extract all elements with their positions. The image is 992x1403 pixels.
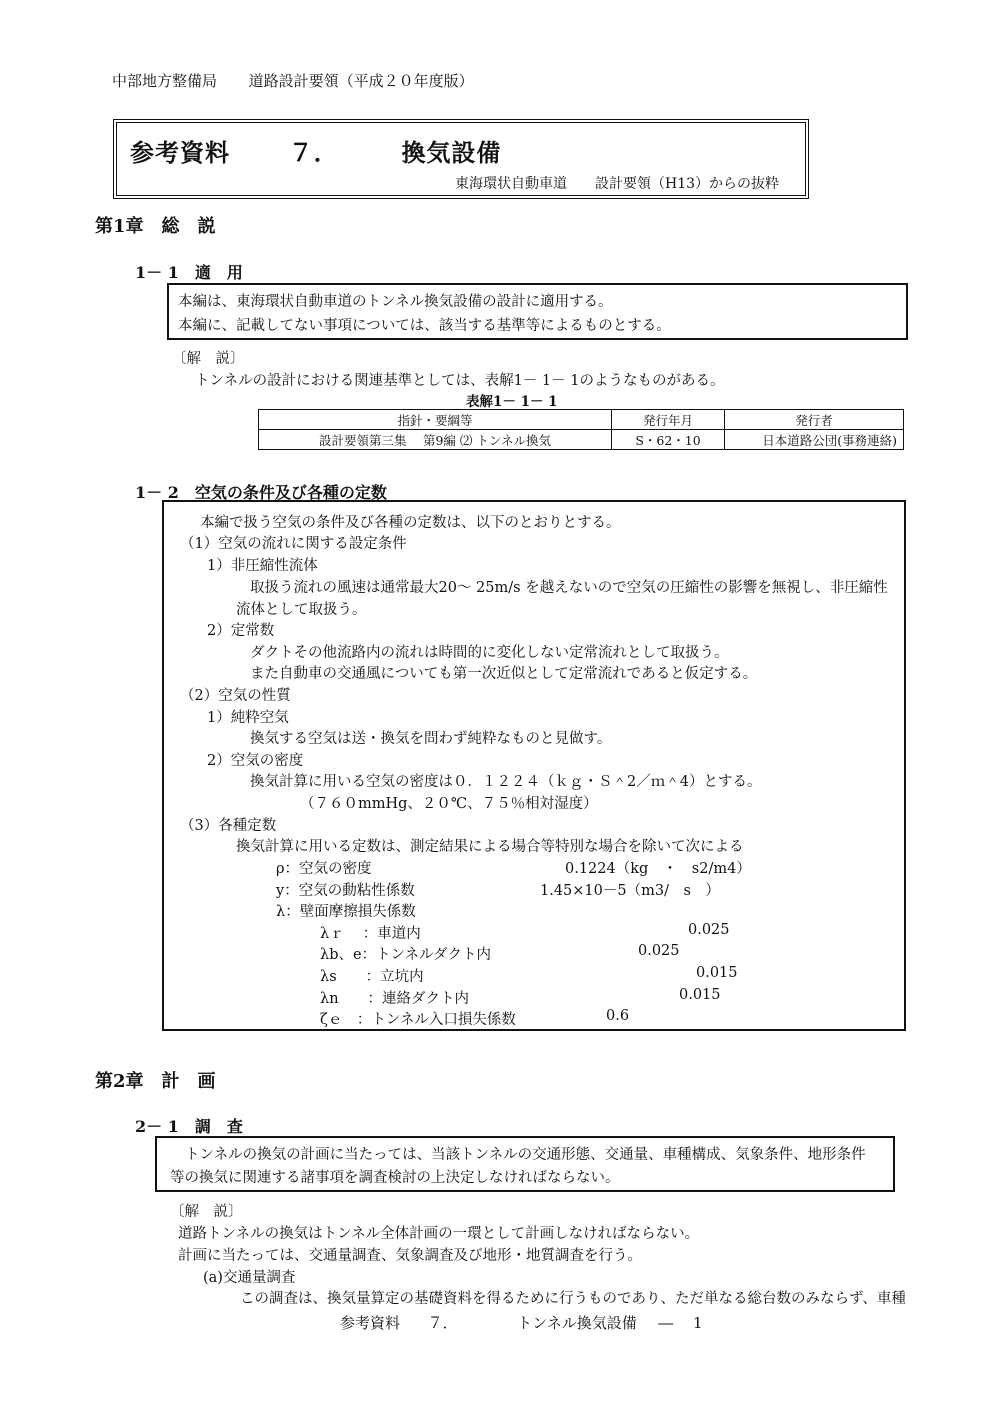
box-line: トンネルの換気の計画に当たっては、当該トンネルの交通形態、交通量、車種構成、気象条件、地形条件 [185,1147,866,1163]
constant-symbol: λs ：立坑内 [320,969,424,985]
box-line: また自動車の交通風についても第一次近似として定常流れであると仮定する。 [250,666,758,682]
explain-text: トンネルの設計における関連基準としては、表解1－ 1－ 1のようなものがある。 [195,373,725,389]
explain-label: 〔解 説〕 [172,351,245,367]
table-header-cell: 発行者 [725,410,904,430]
box-line: 本編は、東海環状自動車道のトンネル換気設備の設計に適用する。 [178,294,613,310]
box-line: 等の換気に関連する諸事項を調査検討の上決定しなければならない。 [170,1170,620,1186]
explain-label: 〔解 説〕 [170,1204,243,1220]
section-1-2-heading: 1－ 2 空気の条件及び各種の定数 [135,483,387,502]
page-title [130,133,501,168]
box-line: 換気計算に用いる空気の密度は０．１２２４（ｋｇ・Ｓ＾2／ｍ＾4）とする。 [250,774,762,790]
explain-line: (a)交通量調査 [203,1270,296,1286]
constant-value: 0.015 [696,965,738,981]
table-cell: 設計要領第三集 第9編 ⑵ トンネル換気 [259,430,612,450]
explain-line: この調査は、換気量算定の基礎資料を得るために行うものであり、ただ単なる総台数のみならず、車種 [240,1291,906,1307]
box-line: （７６０mmHg、２０℃、７５％相対湿度） [300,796,598,812]
constant-value: 0.1224（kg ・ s2/m4） [565,861,751,877]
box-line: 1）非圧縮性流体 [207,558,318,574]
table-cell: 日本道路公団(事務連絡) [725,430,904,450]
box-line: （1）空気の流れに関する設定条件 [180,536,407,552]
table-header-cell: 指針・要綱等 [259,410,612,430]
constant-value: 0.015 [679,987,721,1003]
footer-name: トンネル換気設備 [517,1314,637,1332]
box-line: 取扱う流れの風速は通常最大20～ 25m/s を越えないので空気の圧縮性の影響を無視し、非圧縮性 [250,580,888,596]
title-ref: 参考資料 [130,138,230,167]
box-line: 2）定常数 [207,623,275,639]
box-line: 2）空気の密度 [207,753,304,769]
box-line: ダクトその他流路内の流れは時間的に変化しない定常流れとして取扱う。 [250,645,729,661]
box-line: 本編に、記載してない事項については、該当する基準等によるものとする。 [178,318,671,334]
constant-value: 0.025 [638,943,680,959]
table-header-cell: 発行年月 [612,410,725,430]
section-2-1-heading: 2－ 1 調 査 [135,1117,243,1136]
constant-symbol: λ：壁面摩擦損失係数 [276,904,416,920]
box-line: 流体として取扱う。 [236,602,367,618]
chapter1-heading: 第1章 総 説 [95,216,216,237]
standards-table [258,409,904,450]
running-header [112,70,474,91]
chapter2-heading: 第2章 計 画 [95,1071,216,1092]
table-row [259,430,904,450]
header-organization: 中部地方整備局 [112,72,218,90]
box-line: （3）各種定数 [180,818,277,834]
box-line: 換気計算に用いる定数は、測定結果による場合等特別な場合を除いて次による [236,839,744,855]
page-number: ― 1 [658,1314,703,1332]
constant-symbol: y：空気の動粘性係数 [276,883,415,899]
explain-line: 道路トンネルの換気はトンネル全体計画の一環として計画しなければならない。 [178,1226,700,1242]
constant-symbol: ρ：空気の密度 [276,861,372,877]
constant-symbol: λb、e：トンネルダクト内 [320,947,492,963]
constant-symbol: λn ：連絡ダクト内 [320,991,470,1007]
constant-value: 0.6 [606,1008,630,1024]
title-number: ７． [288,138,339,167]
footer-number: ７． [427,1314,458,1332]
table-cell: S・62・10 [612,430,725,450]
constant-value: 1.45×10－5（m3/ s ） [540,883,720,899]
section-1-1-heading: 1－ 1 適 用 [135,263,243,282]
title-name: 換気設備 [401,138,502,167]
constant-symbol: λｒ ：車道内 [320,926,421,942]
constant-symbol: ζｅ ：トンネル入口損失係数 [320,1012,516,1028]
table-header-row [259,410,904,430]
title-source: 東海環状自動車道 設計要領（H13）からの抜粋 [455,176,780,192]
header-document: 道路設計要領（平成２０年度版） [248,72,474,90]
box-line: （2）空気の性質 [180,688,291,704]
page-footer [340,1312,703,1333]
explain-line: 計画に当たっては、交通量調査、気象調査及び地形・地質調査を行う。 [178,1248,642,1264]
footer-ref: 参考資料 [340,1314,401,1332]
table-caption: 表解1－ 1－ 1 [466,394,558,410]
box-line: 1）純粋空気 [207,710,289,726]
constant-value: 0.025 [688,922,730,938]
box-line: 換気する空気は送・換気を問わず純粋なものと見做す。 [250,731,612,747]
box-line: 本編で扱う空気の条件及び各種の定数は、以下のとおりとする。 [200,515,621,531]
